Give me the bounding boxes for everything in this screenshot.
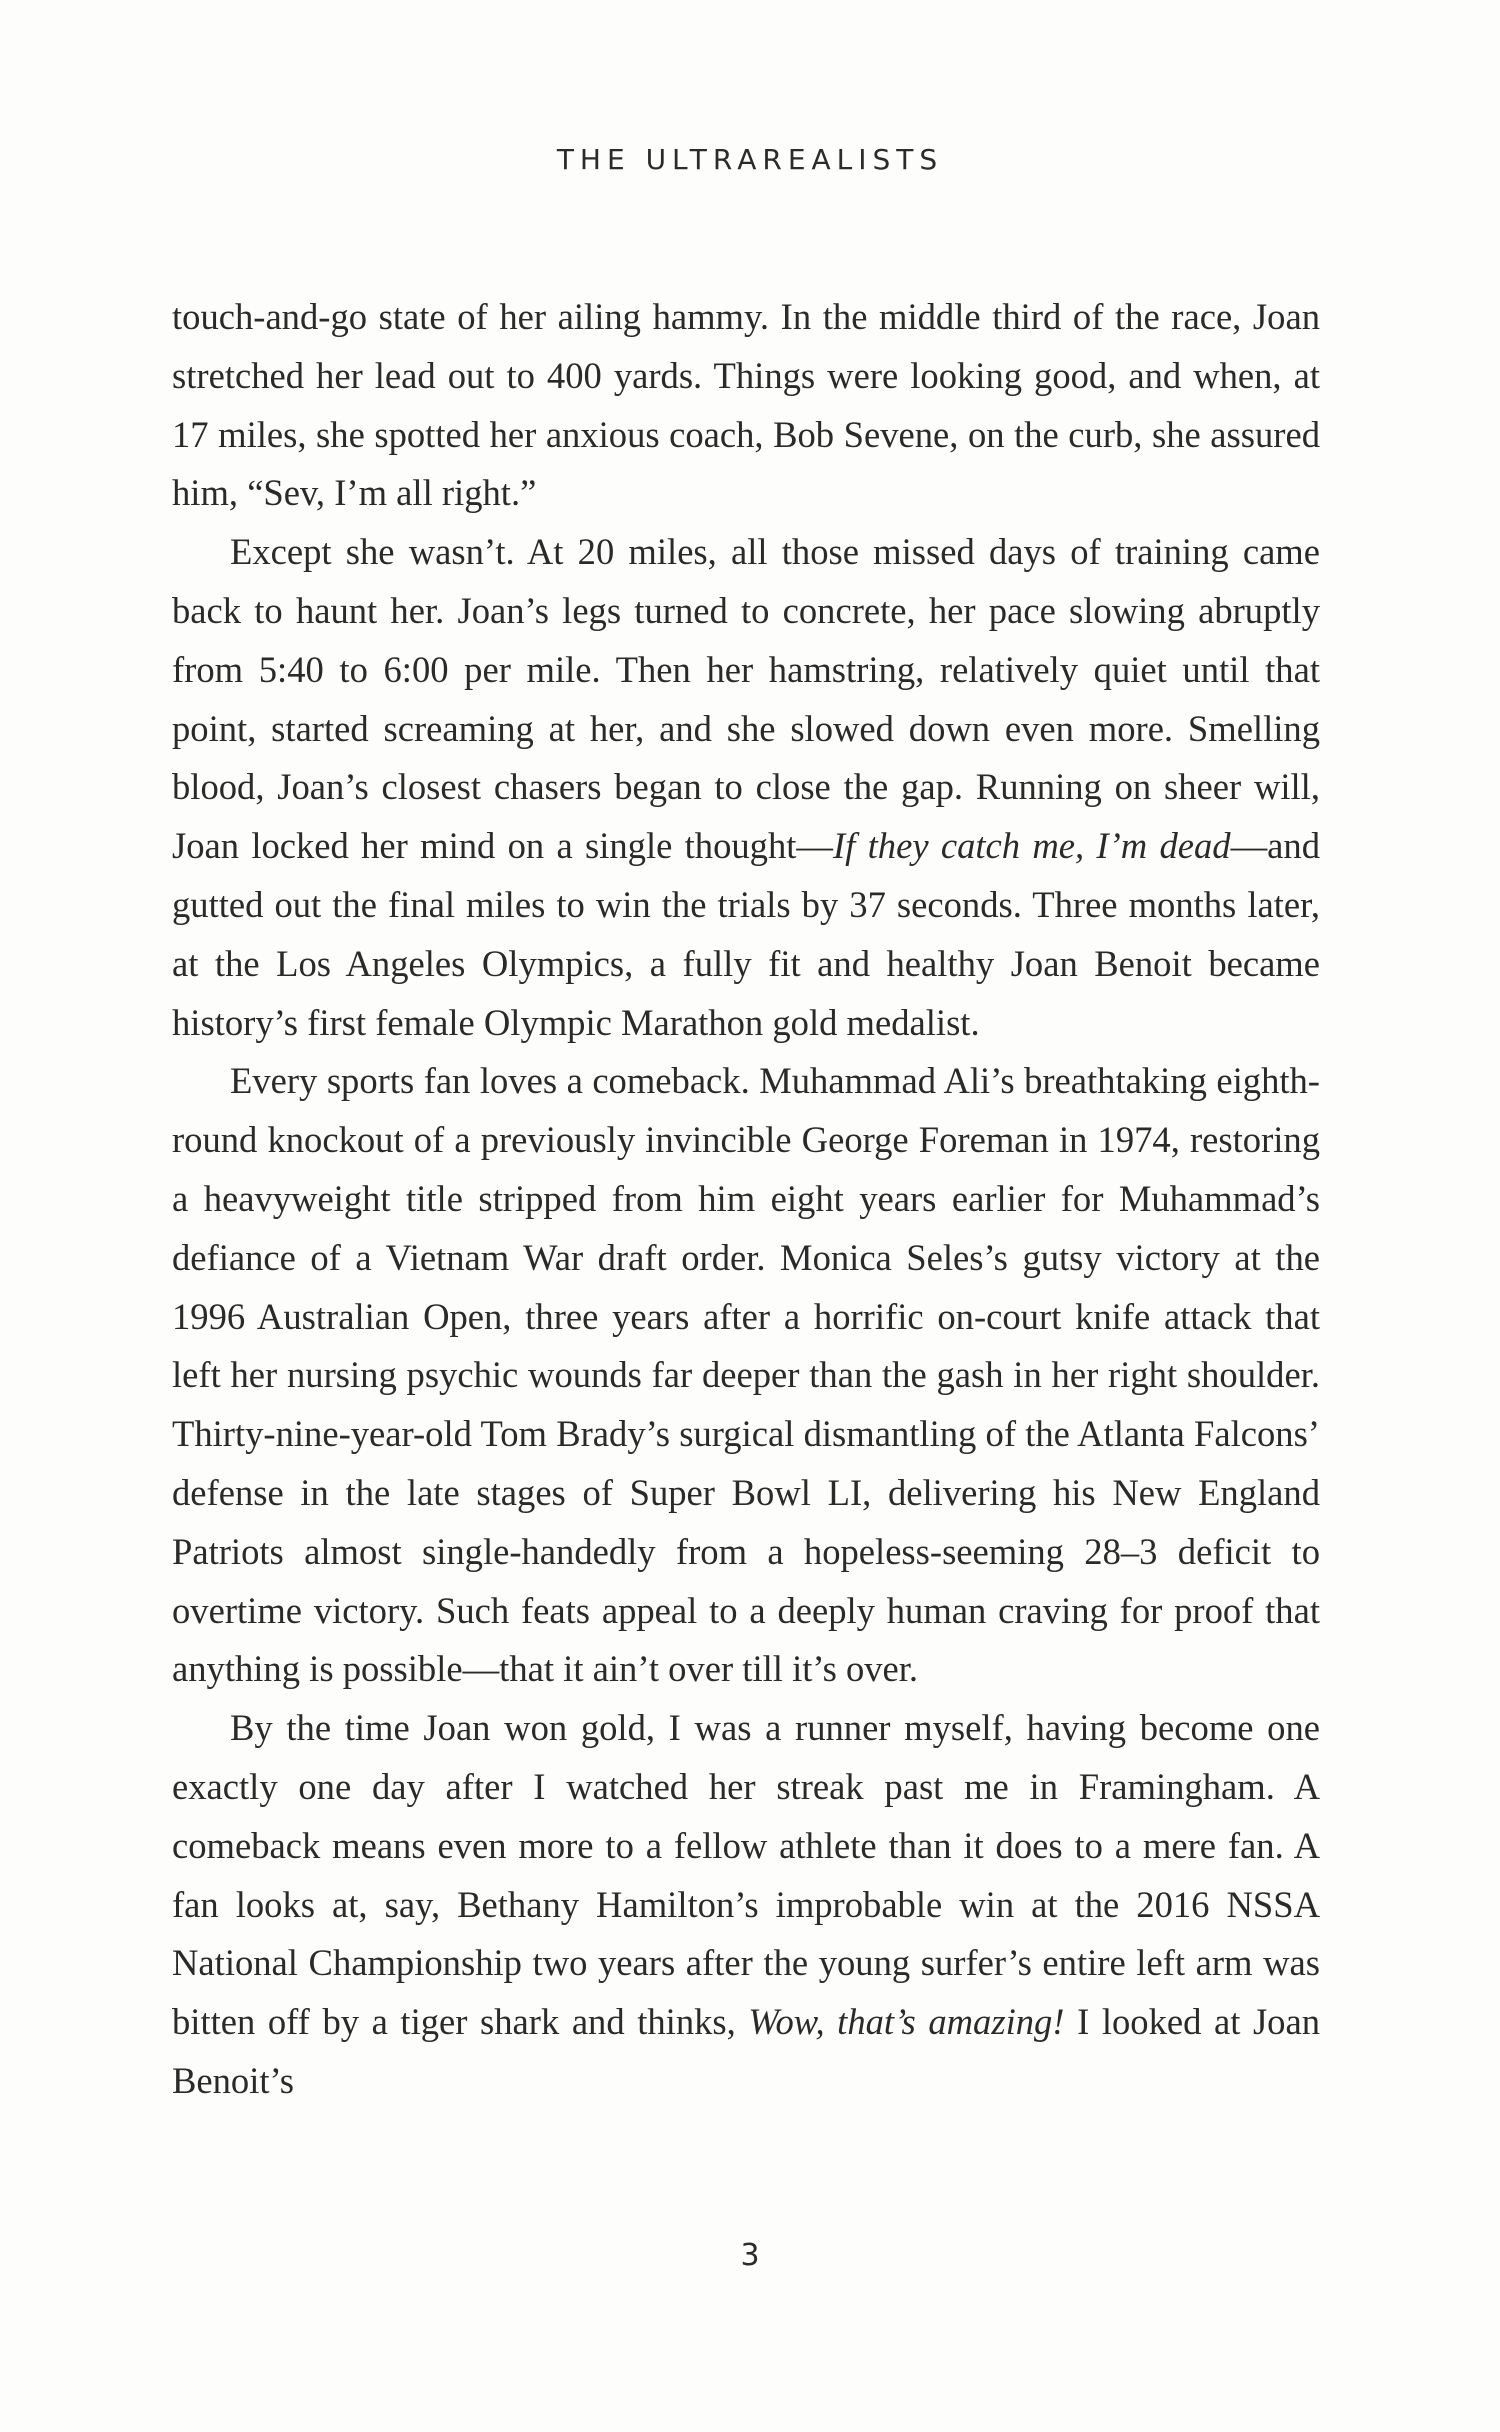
- italic-thought: Wow, that’s amazing!: [748, 2001, 1065, 2043]
- body-text: [172, 288, 1320, 2111]
- paragraph-text: Except she wasn’t. At 20 miles, all those missed days of training came back to haunt her. Joan’s legs turned to concrete, her pace slowing abruptly from 5:40 to 6:00 per mile. Then her hamstring, relatively quiet until that point, started screaming at her, and she slowed down even more. Smelling blood, Joan’s closest chasers began to close the gap. Running on sheer will, Joan locked her mind on a single thought—: [172, 531, 1320, 867]
- paragraph-text: —and gutted out the final miles to win the trials by 37 seconds. Three months later, at the Los Angeles Olympics, a fully fit and healthy Joan Benoit became history’s first female Olympic Marathon gold medalist.: [172, 825, 1320, 1043]
- paragraph-text: By the time Joan won gold, I was a runner myself, having become one exactly one day after I watched her streak past me in Framingham. A comeback means even more to a fellow athlete than it does to a mere fan. A fan looks at, say, Bethany Hamilton’s improbable win at the 2016 NSSA National Championship two years after the young surfer’s entire left arm was bitten off by a tiger shark and thinks,: [172, 1707, 1320, 2043]
- page-number: 3: [740, 2238, 760, 2273]
- paragraph: [172, 523, 1320, 1052]
- paragraph-continued: touch-and-go state of her ailing hammy. In the middle third of the race, Joan stretched her lead out to 400 yards. Things were looking good, and when, at 17 miles, she spotted her anxious coach, Bob Sevene, on the curb, she assured him, “Sev, I’m all right.”: [172, 296, 1320, 514]
- running-head: THE ULTRAREALISTS: [556, 143, 944, 176]
- paragraph: Every sports fan loves a comeback. Muhammad Ali’s breathtaking eighth-round knockout of a previously invincible George Foreman in 1974, restoring a heavyweight title stripped from him eight years earlier for Muhammad’s defiance of a Vietnam War draft order. Monica Seles’s gutsy victory at the 1996 Australian Open, three years after a horrific on-court knife attack that left her nursing psychic wounds far deeper than the gash in her right shoulder. Thirty-nine-year-old Tom Brady’s surgical dismantling of the Atlanta Falcons’ defense in the late stages of Super Bowl LI, delivering his New England Patriots almost single-handedly from a hopeless-seeming 28–3 deficit to overtime victory. Such feats appeal to a deeply human craving for proof that anything is possible—that it ain’t over till it’s over.: [172, 1060, 1320, 1690]
- italic-thought: If they catch me, I’m dead: [833, 825, 1231, 867]
- paragraph-text: I looked at Joan Benoit’s: [172, 2001, 1320, 2101]
- paragraph: [172, 1699, 1320, 2111]
